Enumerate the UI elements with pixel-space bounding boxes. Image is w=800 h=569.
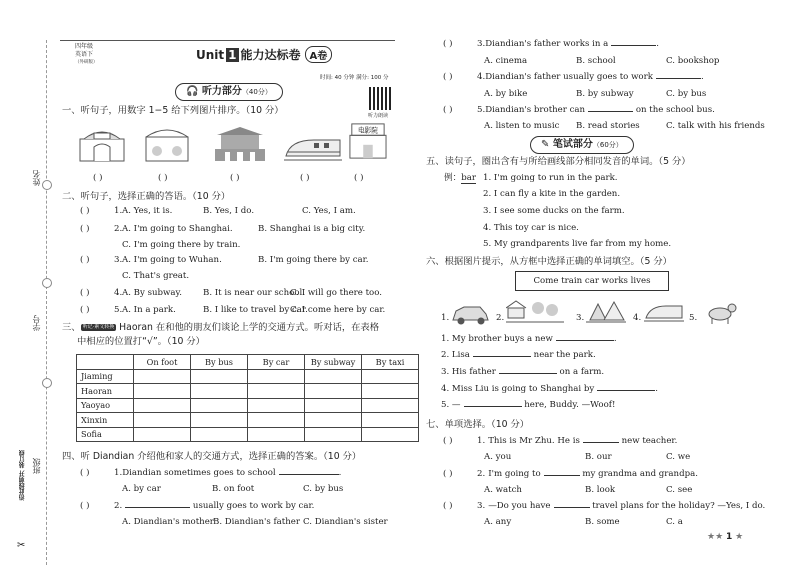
option-b[interactable]: B. I like to travel by car. <box>203 305 308 315</box>
park-picture <box>506 298 564 326</box>
tick-cell[interactable] <box>305 398 362 413</box>
tick-cell[interactable] <box>191 398 248 413</box>
q3-tag: 听记·素文转换 <box>82 324 115 330</box>
answer-blank[interactable] <box>125 507 190 508</box>
pic-num: 5. <box>689 313 698 323</box>
sentence-end: near the park. <box>530 350 596 360</box>
tick-cell[interactable] <box>134 427 191 442</box>
q1-title: 一、听句子，用数字 1−5 给下列图片排序。（10 分） <box>62 105 284 116</box>
option-b[interactable]: B. some <box>585 517 620 527</box>
option-a[interactable]: A. watch <box>484 485 522 495</box>
option-b[interactable]: B. by subway <box>576 89 634 99</box>
question-number: 5. <box>477 105 486 115</box>
fill-sentence <box>441 335 617 344</box>
name-label: 姓名 <box>32 170 41 186</box>
question-stem <box>80 207 122 216</box>
option-a[interactable]: A. Diandian's mother <box>122 517 214 527</box>
tick-cell[interactable] <box>134 398 191 413</box>
stem-text: Diandian's father works in a <box>485 39 609 49</box>
option-c[interactable]: C. by bus <box>666 89 707 99</box>
answer-blank[interactable] <box>656 78 701 79</box>
table-row <box>77 384 419 399</box>
subject-label: 英语下 <box>75 51 94 58</box>
option-b[interactable]: B. Shanghai is a big city. <box>258 224 366 234</box>
binding-dot <box>42 378 52 388</box>
qr-code[interactable] <box>369 87 392 110</box>
tick-cell[interactable] <box>305 427 362 442</box>
answer-paren[interactable]: ( ) <box>443 105 453 115</box>
unit-number: 1 <box>228 48 237 62</box>
tick-cell[interactable] <box>362 398 419 413</box>
question-stem <box>80 502 314 511</box>
tick-cell[interactable] <box>305 369 362 384</box>
table-header-cell: By bus <box>191 355 248 370</box>
tick-cell[interactable] <box>362 427 419 442</box>
fill-sentence <box>441 351 596 360</box>
question-number: 4. <box>477 72 486 82</box>
table-header-cell: By subway <box>305 355 362 370</box>
table-row <box>77 413 419 428</box>
unit-label: Unit <box>196 48 225 62</box>
option-b[interactable]: B. on foot <box>212 484 255 494</box>
tick-cell[interactable] <box>191 369 248 384</box>
answer-paren[interactable]: ( ) <box>80 305 90 315</box>
tick-cell[interactable] <box>248 398 305 413</box>
fill-sentence <box>441 401 615 410</box>
option-b[interactable]: B. Diandian's father <box>213 517 300 527</box>
page-title <box>196 46 332 63</box>
sentence-end: here, Buddy. —Woof! <box>521 400 616 410</box>
question-stem <box>80 469 341 478</box>
version-badge: A卷 <box>305 46 333 63</box>
option-c[interactable]: C. Diandian's sister <box>303 517 388 527</box>
tick-cell[interactable] <box>362 369 419 384</box>
answer-paren[interactable]: ( ) <box>443 436 453 446</box>
option-c[interactable]: C. I'm going there by train. <box>122 240 241 250</box>
fill-sentence <box>441 368 604 377</box>
row-label: Haoran <box>77 384 134 399</box>
q3-title-main: Haoran 在和他的朋友们谈论上学的交通方式。听对话，在表格 <box>116 322 380 333</box>
sentence-end: . <box>655 384 659 394</box>
word-box: Come train car works lives <box>515 271 669 291</box>
stem-text: I'm going to <box>488 469 541 479</box>
q2-title: 二、听句子，选择正确的答语。（10 分） <box>62 191 231 202</box>
question-number: 2. <box>477 469 486 479</box>
q5-example <box>444 174 476 183</box>
headphone-icon: 🎧 <box>186 86 199 97</box>
palace-picture <box>215 125 265 163</box>
answer-blank[interactable] <box>583 442 619 443</box>
question-number: 2. <box>114 501 123 511</box>
pic-num: 2. <box>496 313 505 323</box>
class-label: 班级 <box>32 458 41 474</box>
header-grade-block <box>75 43 98 67</box>
zoo-picture <box>143 125 191 163</box>
q6-title: 六、根据图片提示，从方框中选择正确的单词填空。（5 分） <box>426 256 672 267</box>
option-c[interactable]: C. by bus <box>303 484 344 494</box>
answer-paren[interactable]: ( ) <box>443 501 453 511</box>
pic-num: 3. <box>576 313 585 323</box>
table-header-cell: On foot <box>134 355 191 370</box>
page-star-after: ★ <box>735 532 744 542</box>
stem-end: . <box>656 39 659 49</box>
table-header-cell <box>77 355 134 370</box>
option-a[interactable]: A. listen to music <box>484 121 560 131</box>
option-c[interactable]: C. I come here by car. <box>290 305 386 315</box>
question-number: 1. <box>477 436 486 446</box>
tick-cell[interactable] <box>362 384 419 399</box>
q7-title: 七、单项选择。（10 分） <box>426 419 530 430</box>
sentence-item[interactable]: 3. I see some ducks on the farm. <box>483 206 625 216</box>
question-number: 5. <box>114 305 123 315</box>
tick-cell[interactable] <box>248 413 305 428</box>
answer-blank[interactable] <box>597 390 655 391</box>
option-a[interactable]: A. I'm going to Shanghai. <box>122 224 233 234</box>
option-b[interactable]: B. I'm going there by car. <box>258 255 369 265</box>
written-heading <box>530 136 634 154</box>
option-c[interactable]: C. Yes, I am. <box>302 206 356 216</box>
edition-label: （外研版） <box>75 60 98 65</box>
question-number: 2. <box>114 224 123 234</box>
binding-dot <box>42 180 52 190</box>
answer-paren[interactable]: ( ) <box>80 206 90 216</box>
example-label: 例： <box>444 173 462 183</box>
q1-blank-3[interactable]: ( ) <box>230 173 240 183</box>
table-header-cell: By taxi <box>362 355 419 370</box>
stem-end: new teacher. <box>618 436 678 446</box>
tick-cell[interactable] <box>248 427 305 442</box>
row-label: Yaoyao <box>77 398 134 413</box>
answer-paren[interactable]: ( ) <box>443 469 453 479</box>
fill-sentence <box>441 385 658 394</box>
answer-blank[interactable] <box>544 475 580 476</box>
page-number <box>707 532 743 542</box>
option-c[interactable]: C. talk with his friends <box>666 121 765 131</box>
question-number: 3. <box>477 39 486 49</box>
exam-meta: 时间: 40 分钟 满分: 100 分 <box>320 75 389 81</box>
option-a[interactable]: A. cinema <box>484 56 528 66</box>
pencil-icon: ✎ <box>541 139 550 150</box>
page-stars: ★★ <box>707 532 724 542</box>
written-points: （60分） <box>592 141 623 149</box>
transport-table <box>76 354 419 442</box>
stem-end: . <box>338 468 342 478</box>
page-number-value: 1 <box>726 532 733 542</box>
option-b[interactable]: B. Yes, I do. <box>203 206 255 216</box>
question-stem <box>80 289 122 298</box>
car-picture <box>450 302 490 326</box>
sentence-item[interactable]: 5. My grandparents live far from my home. <box>483 239 672 249</box>
option-c[interactable]: C. I will go there too. <box>290 288 382 298</box>
option-b[interactable]: B. look <box>585 485 616 495</box>
question-number: 1. <box>114 206 123 216</box>
row-label: Sofia <box>77 427 134 442</box>
question-number: 3. <box>114 255 123 265</box>
written-heading-text: 笔试部分 <box>552 139 593 150</box>
q4-title: 四、听 Diandian 介绍他和家人的交通方式，选择正确的答案。（10 分） <box>62 451 362 462</box>
stem-end: . <box>700 72 704 82</box>
option-b[interactable]: B. school <box>576 56 616 66</box>
option-c[interactable]: C. we <box>666 452 691 462</box>
answer-blank[interactable] <box>499 373 557 374</box>
train-picture-small <box>644 300 684 324</box>
answer-blank[interactable] <box>611 45 656 46</box>
tick-cell[interactable] <box>305 413 362 428</box>
tick-cell[interactable] <box>191 427 248 442</box>
table-header-cell: By car <box>248 355 305 370</box>
option-a[interactable]: A. any <box>484 517 512 527</box>
row-label: Jiaming <box>77 369 134 384</box>
question-stem <box>443 106 715 115</box>
q1-blank-2[interactable]: ( ) <box>158 173 168 183</box>
student-id-label: 学号 <box>32 315 41 331</box>
answer-blank[interactable] <box>279 474 339 475</box>
option-b[interactable]: B. our <box>585 452 612 462</box>
answer-blank[interactable] <box>588 111 633 112</box>
question-number: 3. <box>477 501 486 511</box>
q3-title-line2: 中相应的位置打“√”。（10 分） <box>77 336 205 347</box>
option-b[interactable]: B. read stories <box>576 121 640 131</box>
sentence-start: 4. Miss Liu is going to Shanghai by <box>441 384 595 394</box>
qr-caption: 听力朗读 <box>368 113 389 119</box>
stem-text: Diandian's father usually goes to work <box>485 72 653 82</box>
example-word: bar <box>461 173 476 183</box>
table-row <box>77 398 419 413</box>
option-a[interactable]: A. you <box>484 452 512 462</box>
table-row <box>77 369 419 384</box>
tick-cell[interactable] <box>248 369 305 384</box>
stem-end: usually goes to work by car. <box>190 501 315 511</box>
option-c[interactable]: C. That's great. <box>122 271 190 281</box>
tick-cell[interactable] <box>362 413 419 428</box>
stem-text: Diandian sometimes goes to school <box>122 468 276 478</box>
answer-paren[interactable]: ( ) <box>80 288 90 298</box>
option-a[interactable]: A. Yes, it is. <box>122 206 173 216</box>
tick-cell[interactable] <box>191 384 248 399</box>
option-a[interactable]: A. I'm going to Wuhan. <box>122 255 222 265</box>
pic-num: 1. <box>441 313 450 323</box>
answer-blank[interactable] <box>556 340 614 341</box>
cinema-sign: 电影院 <box>358 126 378 135</box>
stem-text: —Do you have <box>488 501 551 511</box>
question-stem <box>80 306 122 315</box>
option-a[interactable]: A. by bike <box>484 89 528 99</box>
sentence-start: 2. Lisa <box>441 350 470 360</box>
sentence-item[interactable]: 4. This toy car is nice. <box>483 223 579 233</box>
answer-blank[interactable] <box>473 356 531 357</box>
q3-prefix: 三、 <box>62 322 81 333</box>
tick-cell[interactable] <box>134 369 191 384</box>
answer-paren[interactable]: ( ) <box>80 501 90 511</box>
cinema-picture <box>345 122 390 160</box>
answer-paren[interactable]: ( ) <box>80 224 90 234</box>
tick-cell[interactable] <box>134 384 191 399</box>
scissors-icon: ✂ <box>17 540 26 551</box>
table-header-row <box>77 355 419 370</box>
pic-num: 4. <box>633 313 642 323</box>
question-stem <box>443 470 698 479</box>
listening-points: （40分） <box>241 88 272 96</box>
option-b[interactable]: B. It is near our school. <box>203 288 305 298</box>
option-c[interactable]: C. a <box>666 517 683 527</box>
farm-picture <box>586 298 626 326</box>
q5-title: 五、读句子，圈出含有与所给画线部分相同发音的单词。（5 分） <box>426 156 691 167</box>
q1-blank-1[interactable]: ( ) <box>93 173 103 183</box>
question-stem <box>443 437 677 446</box>
question-number: 4. <box>114 288 123 298</box>
q1-blank-4[interactable]: ( ) <box>300 173 310 183</box>
question-stem <box>443 40 659 49</box>
sentence-start: 3. His father <box>441 367 496 377</box>
cut-line <box>46 40 47 565</box>
stem-text: Diandian's brother can <box>485 105 586 115</box>
cut-label: 沿此线剪开 装订线 <box>19 450 26 501</box>
question-stem <box>443 73 704 82</box>
option-a[interactable]: A. In a park. <box>122 305 176 315</box>
answer-blank[interactable] <box>554 507 590 508</box>
option-a[interactable]: A. By subway. <box>122 288 182 298</box>
tick-cell[interactable] <box>134 413 191 428</box>
title-text: 能力达标卷 <box>240 48 301 62</box>
answer-paren[interactable]: ( ) <box>443 72 453 82</box>
answer-paren[interactable]: ( ) <box>443 39 453 49</box>
stem-end: my grandma and grandpa. <box>579 469 698 479</box>
sentence-item[interactable]: 2. I can fly a kite in the garden. <box>483 189 621 199</box>
option-c[interactable]: C. see <box>666 485 693 495</box>
row-label: Xinxin <box>77 413 134 428</box>
answer-blank[interactable] <box>464 406 522 407</box>
option-a[interactable]: A. by car <box>122 484 161 494</box>
q3-title <box>62 323 379 332</box>
answer-paren[interactable]: ( ) <box>80 468 90 478</box>
dog-picture <box>698 298 744 326</box>
stem-end: on the school bus. <box>633 105 715 115</box>
sentence-start: 5. — <box>441 400 461 410</box>
sentence-end: . <box>613 334 617 344</box>
listening-heading <box>175 83 283 101</box>
binding-dot <box>42 278 52 288</box>
question-number: 1. <box>114 468 123 478</box>
sentence-start: 1. My brother buys a new <box>441 334 553 344</box>
tick-cell[interactable] <box>305 384 362 399</box>
listening-heading-text: 听力部分 <box>201 86 242 97</box>
grade-label: 四年级 <box>75 43 94 50</box>
question-stem <box>80 225 122 234</box>
question-stem <box>80 256 122 265</box>
sentence-item[interactable]: 1. I'm going to run in the park. <box>483 173 618 183</box>
train-picture <box>284 130 342 168</box>
sentence-end: on a farm. <box>556 367 605 377</box>
stem-end: travel plans for the holiday? —Yes, I do. <box>589 501 766 511</box>
stem-text: This is Mr Zhu. He is <box>488 436 580 446</box>
q1-blank-5[interactable]: ( ) <box>354 173 364 183</box>
table-row <box>77 427 419 442</box>
question-stem <box>443 502 765 511</box>
zoo-gate-picture <box>76 125 128 163</box>
tick-cell[interactable] <box>248 384 305 399</box>
tick-cell[interactable] <box>191 413 248 428</box>
answer-paren[interactable]: ( ) <box>80 255 90 265</box>
option-c[interactable]: C. bookshop <box>666 56 720 66</box>
